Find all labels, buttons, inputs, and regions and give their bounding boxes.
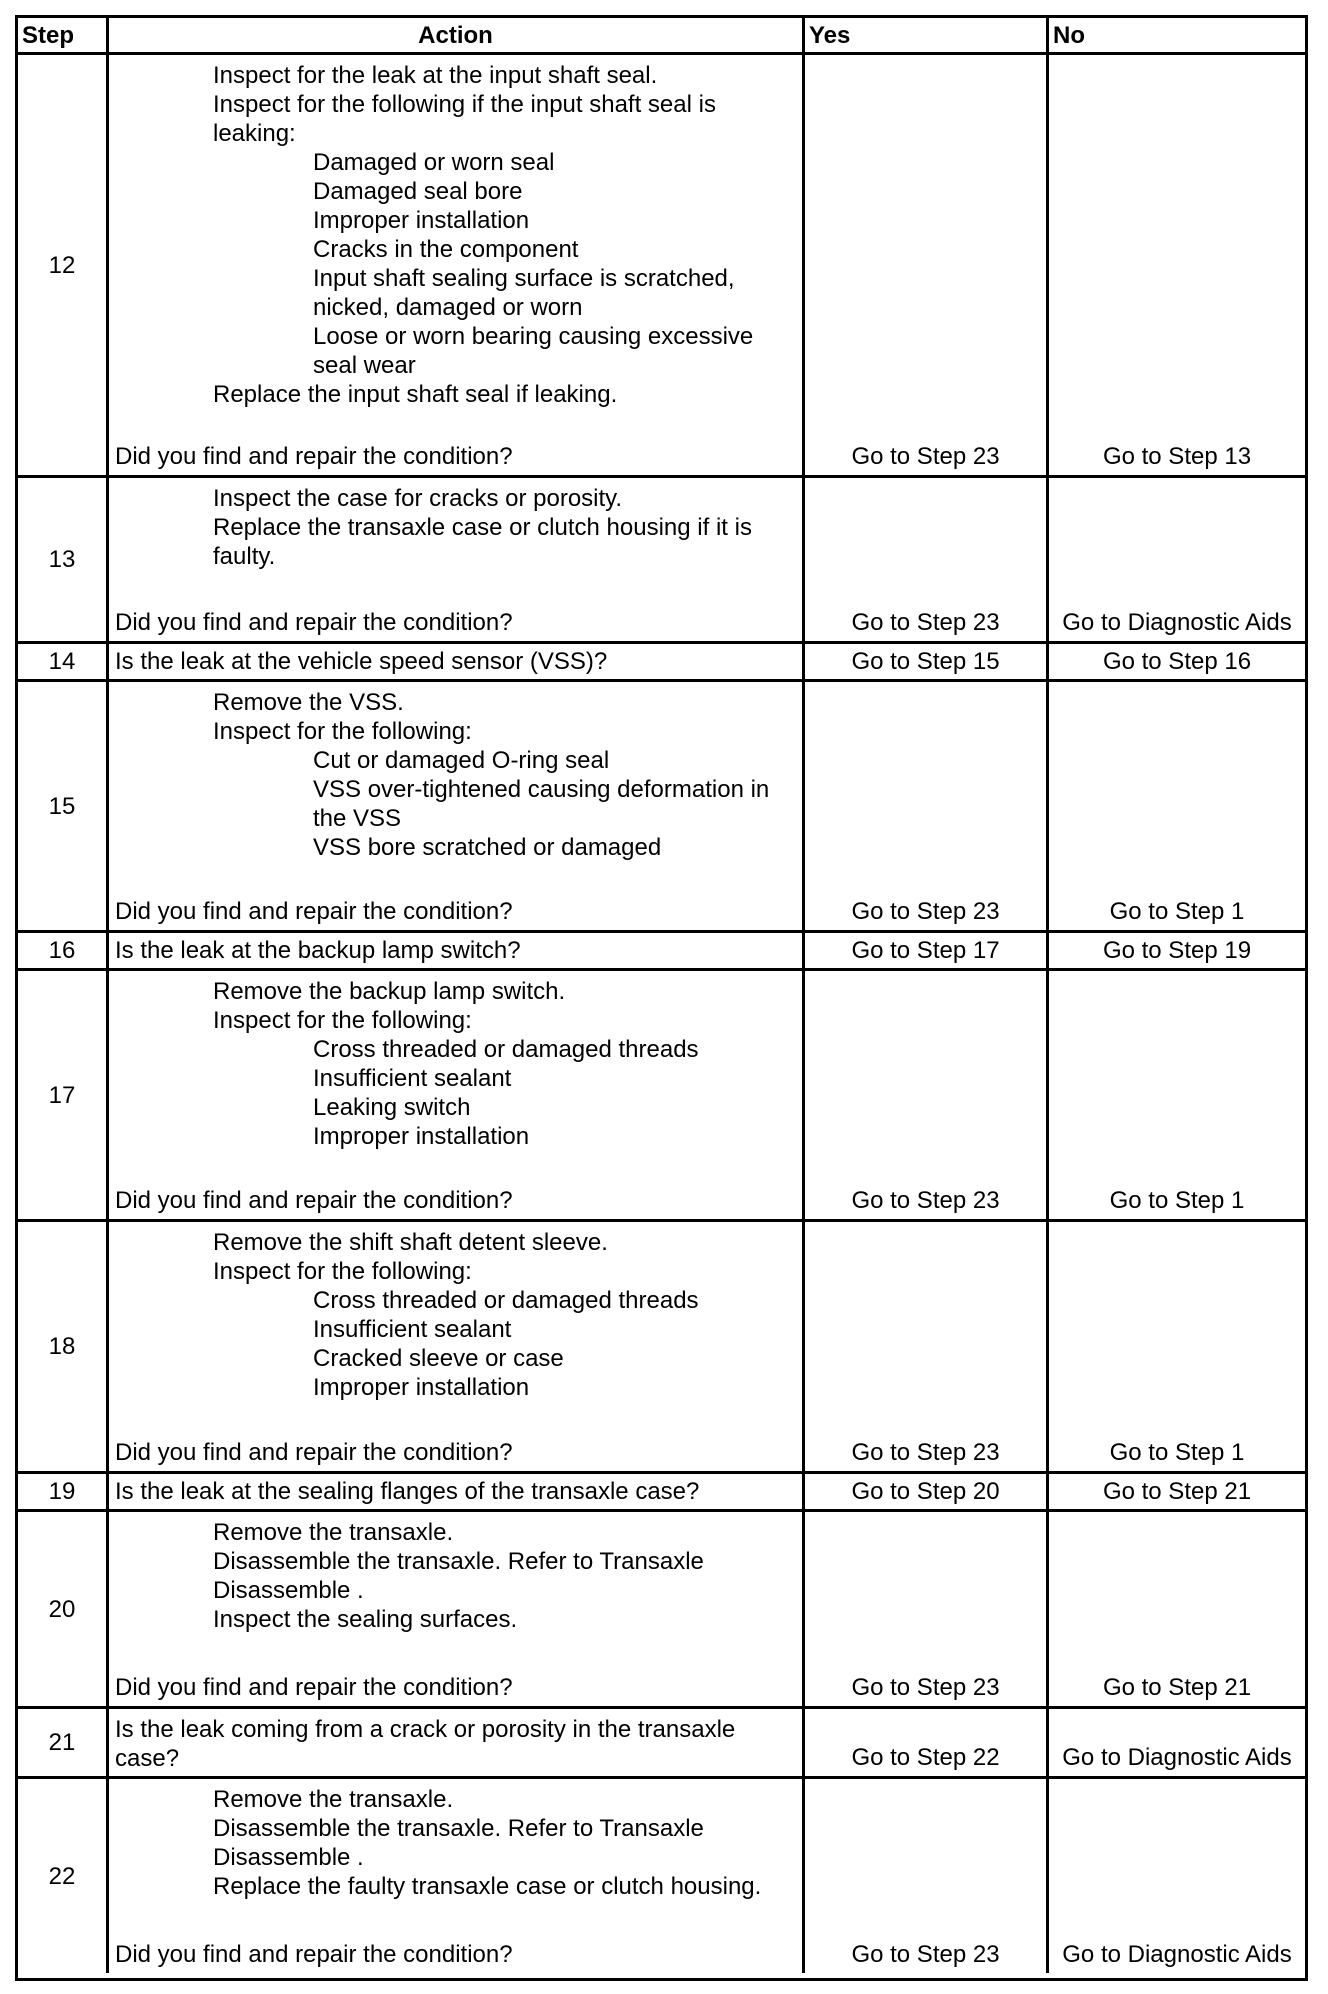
yes-result: Go to Step 20 (805, 1474, 1049, 1512)
action-subitem: Damaged seal bore (313, 178, 523, 205)
action-line: Remove the transaxle. (213, 1786, 454, 1813)
action-line: faulty. (213, 543, 276, 570)
step-number: 19 (18, 1474, 109, 1512)
action-cell (109, 644, 805, 682)
action-subitem: Damaged or worn seal (313, 149, 555, 176)
action-line: Disassemble the transaxle. Refer to Transaxle (213, 1815, 704, 1842)
action-subitem: VSS bore scratched or damaged (313, 834, 662, 861)
action-subitem: Leaking switch (313, 1094, 471, 1121)
action-instructions (115, 61, 794, 409)
no-result: Go to Step 1 (1049, 971, 1305, 1222)
step-number: 12 (18, 55, 109, 478)
step-number: 21 (18, 1709, 109, 1779)
yes-result: Go to Step 23 (805, 971, 1049, 1222)
action-subitem: Improper installation (313, 207, 530, 234)
step-number: 15 (18, 682, 109, 933)
no-result: Go to Step 16 (1049, 644, 1305, 682)
action-line: Disassemble . (213, 1844, 364, 1871)
action-question: Did you find and repair the condition? (115, 1674, 513, 1701)
step-number: 18 (18, 1222, 109, 1474)
action-subitem: Insufficient sealant (313, 1316, 512, 1343)
action-line: Replace the transaxle case or clutch housing if it is (213, 514, 752, 541)
yes-result: Go to Step 23 (805, 1779, 1049, 1973)
action-line: Replace the faulty transaxle case or clutch housing. (213, 1873, 762, 1900)
no-result: Go to Diagnostic Aids (1062, 1941, 1292, 1968)
no-result: Go to Diagnostic Aids (1049, 1709, 1305, 1779)
action-question: Did you find and repair the condition? (115, 1439, 513, 1466)
header-no: No (1049, 18, 1305, 55)
action-line: Remove the shift shaft detent sleeve. (213, 1229, 608, 1256)
action-cell (109, 478, 805, 644)
step-number: 22 (18, 1779, 109, 1973)
action-subitem: Cracked sleeve or case (313, 1345, 564, 1372)
action-line: Inspect the case for cracks or porosity. (213, 485, 623, 512)
yes-result: Go to Step 23 (805, 478, 1049, 644)
action-line: Inspect the sealing surfaces. (213, 1606, 518, 1633)
action-line: Inspect for the following: (213, 1258, 472, 1285)
action-line: Remove the VSS. (213, 689, 404, 716)
no-result: Go to Step 1 (1049, 1222, 1305, 1474)
action-question: Is the leak at the vehicle speed sensor (VSS)? (115, 648, 608, 675)
action-line: Disassemble . (213, 1577, 364, 1604)
action-subitem: Improper installation (313, 1123, 530, 1150)
action-line: Remove the transaxle. (213, 1519, 454, 1546)
action-line: Inspect for the following: (213, 1007, 472, 1034)
header-step: Step (18, 18, 109, 55)
step-number: 17 (18, 971, 109, 1222)
no-result: Go to Step 13 (1049, 55, 1305, 478)
action-question: Did you find and repair the condition? (115, 609, 513, 636)
action-instructions (115, 1715, 794, 1773)
no-result: Go to Step 19 (1049, 933, 1305, 971)
action-question: Is the leak at the sealing flanges of the transaxle case? (115, 1478, 700, 1505)
header-yes: Yes (805, 18, 1049, 55)
action-instructions (115, 1228, 794, 1402)
yes-result: Go to Step 23 (805, 1512, 1049, 1709)
yes-result: Go to Step 17 (805, 933, 1049, 971)
action-line: Disassemble the transaxle. Refer to Transaxle (213, 1548, 704, 1575)
action-subitem: Loose or worn bearing causing excessive (313, 323, 754, 350)
action-cell (109, 1512, 805, 1709)
step-number: 14 (18, 644, 109, 682)
action-instructions (115, 484, 794, 571)
action-question: Did you find and repair the condition? (115, 898, 513, 925)
action-subitem: Input shaft sealing surface is scratched, (313, 265, 735, 292)
action-cell (109, 1779, 805, 1973)
action-question: Is the leak at the backup lamp switch? (115, 937, 521, 964)
yes-result: Go to Step 23 (805, 55, 1049, 478)
yes-result: Go to Step 23 (805, 1222, 1049, 1474)
action-subitem: VSS over-tightened causing deformation in (313, 776, 770, 803)
diagnostic-table (15, 15, 1308, 1981)
action-cell (109, 1222, 805, 1474)
action-line: Inspect for the leak at the input shaft seal. (213, 62, 658, 89)
yes-result: Go to Step 15 (805, 644, 1049, 682)
no-result: Go to Step 1 (1049, 682, 1305, 933)
action-subitem: the VSS (313, 805, 402, 832)
step-number: 20 (18, 1512, 109, 1709)
action-instructions (115, 1785, 794, 1901)
action-subitem: nicked, damaged or worn (313, 294, 583, 321)
action-cell (109, 1709, 805, 1779)
action-subitem: Cracks in the component (313, 236, 579, 263)
action-line: case? (115, 1745, 180, 1772)
action-instructions (115, 1518, 794, 1634)
action-line: Replace the input shaft seal if leaking. (213, 381, 618, 408)
action-cell (109, 682, 805, 933)
yes-result: Go to Step 23 (805, 682, 1049, 933)
no-result: Go to Diagnostic Aids (1049, 478, 1305, 644)
action-line: Inspect for the following if the input shaft seal is (213, 91, 716, 118)
step-number: 16 (18, 933, 109, 971)
action-instructions (115, 688, 794, 862)
action-question: Did you find and repair the condition? (115, 1187, 513, 1214)
action-instructions (115, 977, 794, 1151)
action-line: leaking: (213, 120, 296, 147)
no-result: Go to Step 21 (1049, 1474, 1305, 1512)
action-subitem: Cross threaded or damaged threads (313, 1287, 699, 1314)
action-line: Remove the backup lamp switch. (213, 978, 566, 1005)
action-subitem: Insufficient sealant (313, 1065, 512, 1092)
action-cell (109, 971, 805, 1222)
action-subitem: Cut or damaged O-ring seal (313, 747, 610, 774)
action-cell (109, 1474, 805, 1512)
action-subitem: seal wear (313, 352, 416, 379)
action-cell (109, 933, 805, 971)
action-cell (109, 55, 805, 478)
step-number: 13 (18, 478, 109, 644)
action-subitem: Improper installation (313, 1374, 530, 1401)
yes-result: Go to Step 22 (805, 1709, 1049, 1779)
action-question: Did you find and repair the condition? (115, 443, 513, 470)
action-line: Is the leak coming from a crack or porosity in the transaxle (115, 1716, 736, 1743)
action-question: Did you find and repair the condition? (115, 1941, 513, 1968)
action-line: Inspect for the following: (213, 718, 472, 745)
no-result: Go to Step 21 (1049, 1512, 1305, 1709)
action-subitem: Cross threaded or damaged threads (313, 1036, 699, 1063)
header-action: Action (109, 18, 805, 55)
